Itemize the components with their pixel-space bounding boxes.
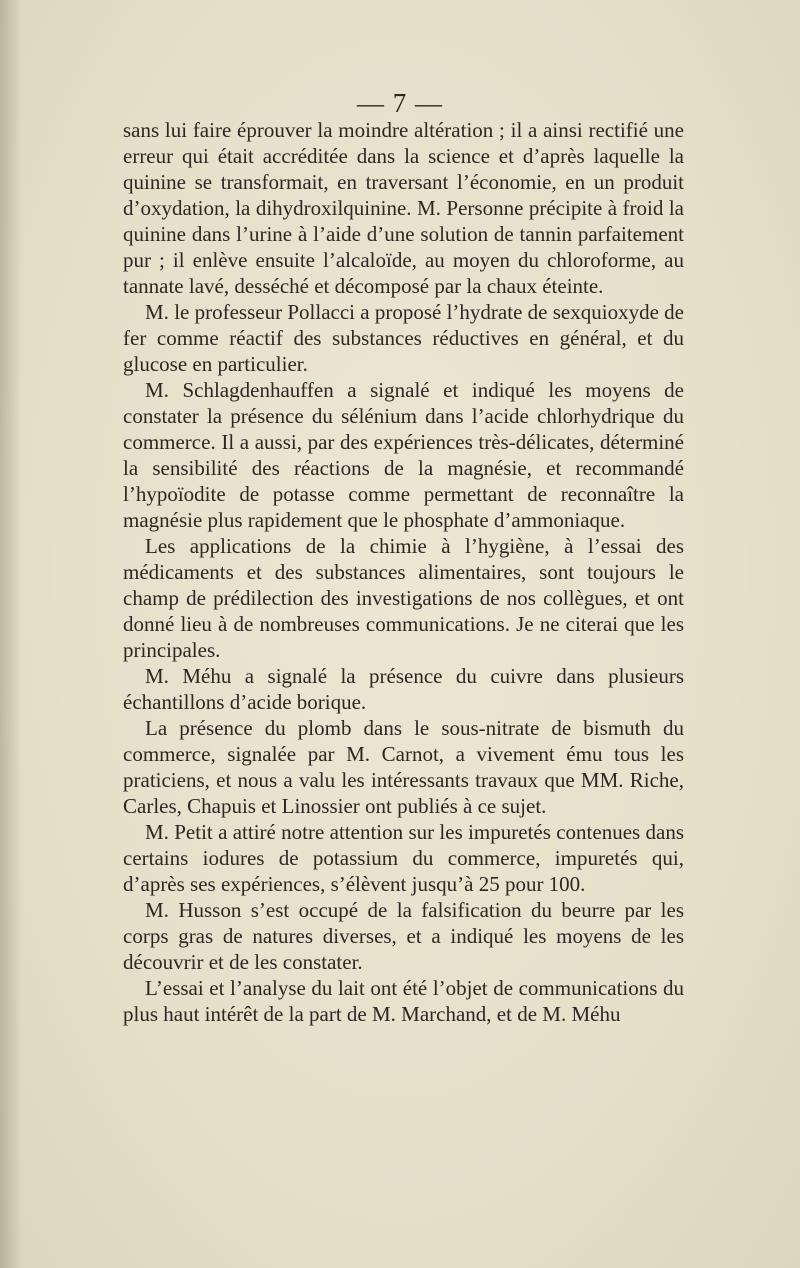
paragraph: M. le professeur Pollacci a proposé l’hydrate de sexquioxyde de fer comme réactif des substances réductives en général, et du glucose en particulier. (123, 300, 684, 376)
page-number: — 7 — (357, 88, 443, 118)
paragraph: M. Petit a attiré notre attention sur les impuretés contenues dans certains iodures de potassium du commerce, impuretés qui, d’après ses expériences, s’élèvent jusqu’à 25 pour 100. (123, 820, 684, 896)
paragraph: sans lui faire éprouver la moindre altération ; il a ainsi rectifié une erreur qui était accréditée dans la science et d’après laquelle la quinine se transformait, en traversant l’économie, en un produit d’oxydation, la dihydroxilquinine. M. Personne précipite à froid la quinine dans l’urine à l’aide d’une solution de tannin parfaitement pur ; il enlève ensuite l’alcaloïde, au moyen du chloroforme, au tannate lavé, desséché et décomposé par la chaux éteinte. (123, 118, 684, 298)
paragraph: M. Schlagdenhauffen a signalé et indiqué les moyens de constater la présence du sélénium dans l’acide chlorhydrique du commerce. Il a aussi, par des expériences très-délicates, déterminé la sensibilité des réactions de la magnésie, et recommandé l’hypoïodite de potasse comme permettant de reconnaître la magnésie plus rapidement que le phosphate d’ammoniaque. (123, 378, 684, 532)
paragraph: M. Méhu a signalé la présence du cuivre dans plusieurs échantillons d’acide borique. (123, 664, 684, 714)
paragraph: Les applications de la chimie à l’hygiène, à l’essai des médicaments et des substances alimentaires, sont toujours le champ de prédilection des investigations de nos collègues, et ont donné lieu à de nombreuses communications. Je ne citerai que les principales. (123, 534, 684, 662)
binding-shadow (0, 0, 22, 1268)
body-text (123, 117, 684, 1027)
paragraph: M. Husson s’est occupé de la falsification du beurre par les corps gras de natures diverses, et a indiqué les moyens de les découvrir et de les constater. (123, 898, 684, 974)
paragraph: L’essai et l’analyse du lait ont été l’objet de communications du plus haut intérêt de la part de M. Marchand, et de M. Méhu (123, 976, 684, 1026)
paragraph: La présence du plomb dans le sous-nitrate de bismuth du commerce, signalée par M. Carnot, a vivement ému tous les praticiens, et nous a valu les intéressants travaux que MM. Riche, Carles, Chapuis et Linossier ont publiés à ce sujet. (123, 716, 684, 818)
